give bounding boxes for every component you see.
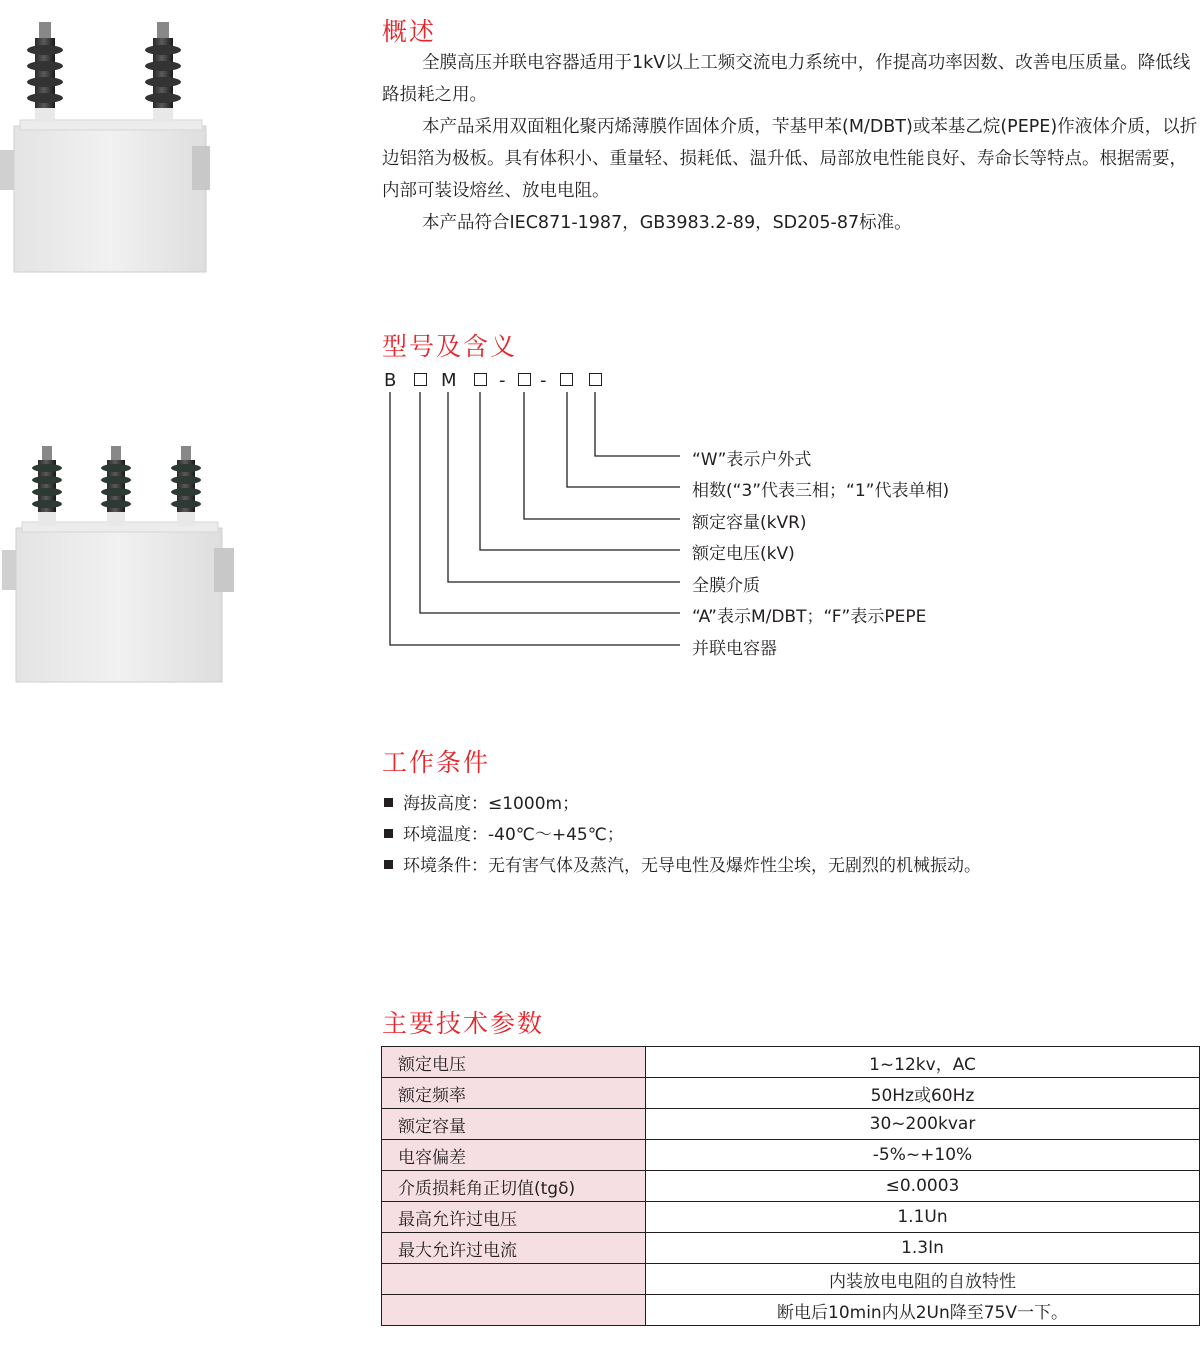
table-row: 额定频率 50Hz或60Hz: [382, 1078, 1200, 1109]
note-outdoor: “W”表示户外式: [692, 450, 812, 470]
bullet-icon: [384, 798, 393, 807]
specs-heading: 主要技术参数: [382, 1009, 545, 1038]
condition-altitude: 海拔高度：≤1000m；: [384, 789, 579, 814]
note-rated-capacity: 额定容量(kVR): [692, 513, 807, 533]
code-letter-b: B: [384, 370, 397, 391]
note-shunt-capacitor: 并联电容器: [692, 639, 777, 659]
code-dash-1: -: [499, 370, 506, 391]
table-row: 最高允许过电压 1.1Un: [382, 1202, 1200, 1233]
condition-environment: 环境条件：无有害气体及蒸汽，无导电性及爆炸性尘埃，无剧烈的机械振动。: [384, 851, 981, 876]
note-dielectric-type: “A”表示M/DBT；“F”表示PEPE: [692, 607, 927, 627]
table-row: 额定容量 30~200kvar: [382, 1109, 1200, 1140]
model-heading: 型号及含义: [382, 332, 518, 361]
condition-temperature: 环境温度：-40℃～+45℃；: [384, 820, 624, 845]
conditions-heading: 工作条件: [382, 748, 491, 777]
table-row: 介质损耗角正切值(tgδ) ≤0.0003: [382, 1171, 1200, 1202]
bullet-icon: [384, 829, 393, 838]
table-row: 内装放电电阻的自放特性: [382, 1264, 1200, 1295]
table-row: 电容偏差 -5%~+10%: [382, 1140, 1200, 1171]
note-all-film: 全膜介质: [692, 576, 760, 596]
table-row: 最大允许过电流 1.3In: [382, 1233, 1200, 1264]
overview-heading: 概述: [382, 17, 437, 46]
overview-paragraph-3: 本产品符合IEC871-1987，GB3983.2-89，SD205-87标准。: [422, 213, 912, 233]
overview-paragraph-1: 全膜高压并联电容器适用于1kV以上工频交流电力系统中，作提高功率因数、改善电压质量。降低线路损耗之用。: [382, 53, 1191, 105]
code-letter-m: M: [441, 370, 457, 391]
overview-paragraph-2: 本产品采用双面粗化聚丙烯薄膜作固体介质，苄基甲苯(M/DBT)或苯基乙烷(PEPE)作液体介质，以折边铝箔为极板。具有体积小、重量轻、损耗低、温升低、局部放电性能良好、寿命长等特点。根据需要，内部可装设熔丝、放电电阻。: [382, 117, 1198, 201]
bullet-icon: [384, 860, 393, 869]
specs-table: [381, 1046, 1200, 1326]
code-dash-2: -: [540, 370, 547, 391]
note-rated-voltage: 额定电压(kV): [692, 544, 795, 564]
table-row: 额定电压 1~12kv，AC: [382, 1047, 1200, 1078]
table-row: 断电后10min内从2Un降至75V一下。: [382, 1295, 1200, 1326]
note-phases: 相数(“3”代表三相；“1”代表单相): [692, 481, 950, 501]
